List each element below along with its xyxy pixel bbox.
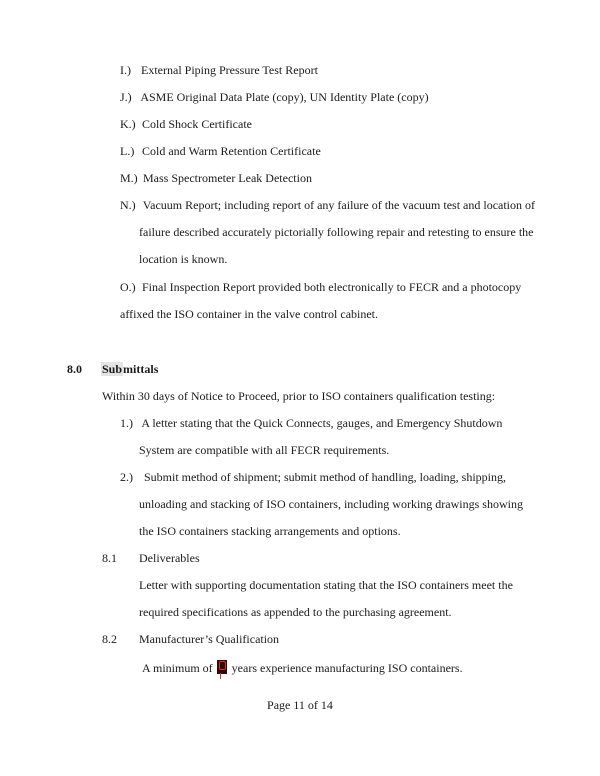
list-text: affixed the ISO container in the valve control cabinet.: [120, 307, 379, 321]
list-text: location is known.: [139, 252, 228, 266]
list-label: L.): [120, 144, 135, 158]
list-item-n: [120, 198, 535, 212]
list-text: Cold Shock Certificate: [142, 117, 252, 131]
list-text: the ISO containers stacking arrangements and options.: [139, 524, 401, 538]
qualification-text-before: A minimum of: [142, 661, 213, 675]
list-item-o-cont: [120, 307, 378, 321]
list-label: O.): [120, 280, 136, 294]
list-text: Submit method of shipment; submit method of handling, loading, shipping,: [144, 470, 506, 484]
list-item-m: [120, 171, 312, 185]
list-text: ASME Original Data Plate (copy), UN Identity Plate (copy): [140, 90, 429, 104]
list-item-j: [120, 90, 429, 104]
list-item-k: [120, 117, 252, 131]
subsection-title: Manufacturer’s Qualification: [139, 632, 280, 646]
section-title-highlighted: Sub: [102, 362, 123, 376]
list-label: I.): [120, 63, 131, 77]
list-item-n-cont: [139, 225, 534, 239]
list-text: A letter stating that the Quick Connects, gauges, and Emergency Shutdown: [141, 416, 503, 430]
numbered-item-1: [120, 416, 502, 430]
list-label: 1.): [120, 416, 133, 430]
subsection-number: 8.2: [102, 632, 117, 646]
list-text: Vacuum Report; including report of any failure of the vacuum test and location of: [142, 198, 536, 212]
numbered-item-2-cont: [139, 497, 523, 511]
list-label: K.): [120, 117, 136, 131]
paragraph-line: required specifications as appended to the purchasing agreement.: [139, 605, 452, 619]
subsection-number: 8.1: [102, 551, 117, 565]
list-text: External Piping Pressure Test Report: [141, 63, 318, 77]
list-item-o: [120, 280, 521, 294]
list-label: 2.): [120, 470, 133, 484]
list-text: Final Inspection Report provided both electronically to FECR and a photocopy: [142, 280, 522, 294]
numbered-item-1-cont: [139, 443, 389, 457]
subsection-title: Deliverables: [139, 551, 200, 565]
numbered-item-2-cont: [139, 524, 401, 538]
section-title-rest: mittals: [123, 362, 159, 376]
section-intro: Within 30 days of Notice to Proceed, prior to ISO containers qualification testing:: [102, 389, 496, 403]
qualification-line: [142, 660, 463, 675]
qualification-text-after: years experience manufacturing ISO containers.: [231, 661, 463, 675]
section-title: [101, 362, 158, 376]
list-text: Cold and Warm Retention Certificate: [142, 144, 321, 158]
list-text: unloading and stacking of ISO containers, including working drawings showing: [139, 497, 523, 511]
list-item-i: [120, 63, 318, 77]
numbered-item-2: [120, 470, 506, 484]
list-label: M.): [120, 171, 138, 185]
paragraph-line: Letter with supporting documentation stating that the ISO containers meet the: [139, 578, 513, 592]
list-label: J.): [120, 90, 132, 104]
page-number: Page 11 of 14: [267, 698, 333, 712]
list-item-n-cont: [139, 252, 227, 266]
list-text: Mass Spectrometer Leak Detection: [143, 171, 312, 185]
list-text: failure described accurately pictorially following repair and retesting to ensure the: [139, 225, 534, 239]
list-label: N.): [120, 198, 136, 212]
list-text: System are compatible with all FECR requirements.: [139, 443, 390, 457]
redaction-mark: [217, 660, 227, 674]
list-item-l: [120, 144, 321, 158]
section-number: 8.0: [67, 362, 82, 376]
